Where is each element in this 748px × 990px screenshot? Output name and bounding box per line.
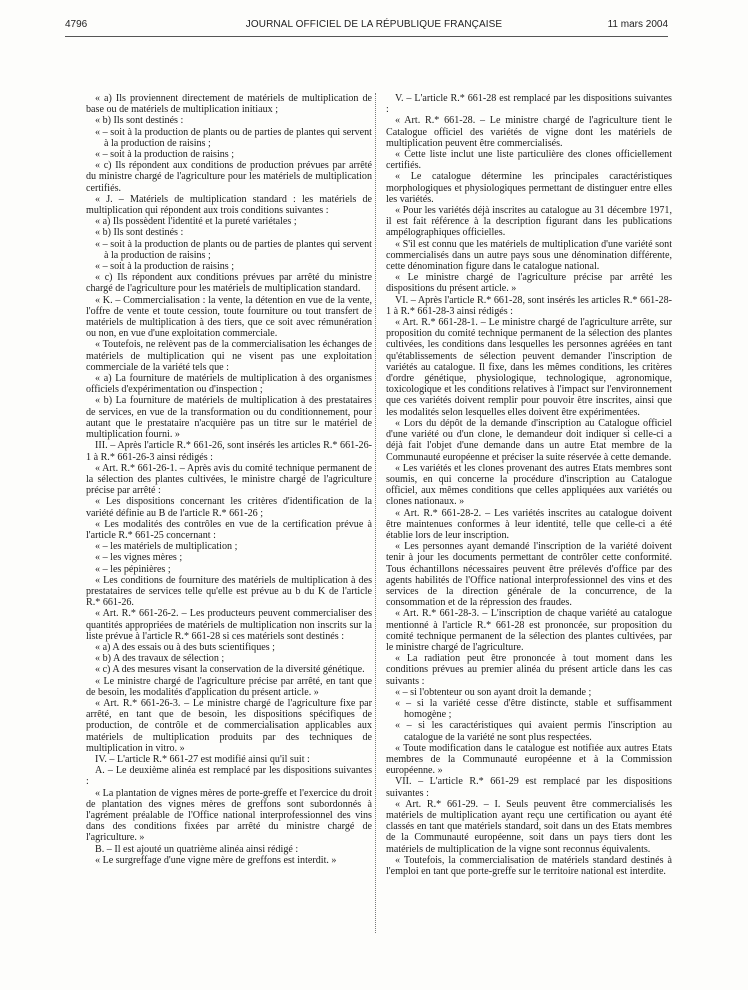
paragraph: « Art. R.* 661-28-2. – Les variétés inscrites au catalogue doivent être maintenues conformes à leur identité, telle que celle-ci a été établie lors de leur inscription. [386, 507, 672, 541]
paragraph: III. – Après l'article R.* 661-26, sont insérés les articles R.* 661-26-1 à R.* 661-26-3 ainsi rédigés : [86, 440, 372, 463]
right-column [386, 93, 672, 877]
paragraph: « – soit à la production de raisins ; [95, 149, 235, 161]
paragraph: « Art. R.* 661-29. – I. Seuls peuvent être commercialisés les matériels de multiplication ayant reçu une certification ou ayant été classés en tant que matériels standard, soit dans un des Etats membres de la Communauté européenne, soit dans un pays tiers dont les matériels de multiplication de la vigne sont reconnus équivalents. [386, 798, 672, 855]
paragraph: « Cette liste inclut une liste particulière des clones officiellement certifiés. [386, 149, 672, 172]
paragraph: « b) Ils sont destinés : [95, 227, 184, 239]
paragraph: « K. – Commercialisation : la vente, la détention en vue de la vente, l'offre de vente et toute cession, toute fourniture ou tout transfert de matériels de multiplication à des tiers, que ce soit avec rémunération ou non, en vue d'une exploitation commerciale. [86, 294, 372, 340]
paragraph: « c) Ils répondent aux conditions de production prévues par arrêté du ministre chargé de l'agriculture pour les matériels de multiplication certifiés. [86, 160, 372, 194]
paragraph: V. – L'article R.* 661-28 est remplacé par les dispositions suivantes : [386, 93, 672, 116]
paragraph: VII. – L'article R.* 661-29 est remplacé par les dispositions suivantes : [386, 776, 672, 799]
paragraph: « La radiation peut être prononcée à tout moment dans les conditions prévues au premier alinéa du présent article dans les cas suivants : [386, 653, 672, 687]
paragraph: « a) A des essais ou à des buts scientifiques ; [95, 641, 275, 653]
paragraph: « c) Ils répondent aux conditions prévues par arrêté du ministre chargé de l'agriculture pour les matériels de multiplication standard. [86, 272, 372, 295]
paragraph: « Les personnes ayant demandé l'inscription de la variété doivent tenir à jour les documents permettant de contrôler cette conformité. Tous échantillons nécessaires peuvent être prélevés d'office par des agents habilités de l'Office national interprofessionnel des vins et des services de la direction générale de la concurrence, de la consommation et de la répression des fraudes. [386, 541, 672, 609]
paragraph: « – soit à la production de raisins ; [95, 261, 235, 273]
paragraph: « c) A des mesures visant la conservation de la diversité génétique. [95, 664, 365, 676]
paragraph: « Art. R.* 661-28-3. – L'inscription de chaque variété au catalogue mentionné à l'article R.* 661-28 est prononcée, sur proposition du comité technique permanent de la sélection des plantes cultivées, par le ministre chargé de l'agriculture. [386, 608, 672, 653]
paragraph: « Le catalogue détermine les principales caractéristiques morphologiques et physiologiques permettant de distinguer entre elles les variétés. [386, 171, 672, 205]
paragraph: « b) La fourniture de matériels de multiplication à des prestataires de services, en vue de la transformation ou du conditionnement, pour autant que le prestataire n'acquière pas un titre sur le matériel de multiplication fourni. » [86, 395, 372, 441]
paragraph: « Le surgreffage d'une vigne mère de greffons est interdit. » [95, 854, 337, 866]
paragraph: « Art. R.* 661-26-1. – Après avis du comité technique permanent de la sélection des plantes cultivées, le ministre chargé de l'agriculture précise par arrêté : [86, 462, 372, 497]
paragraph: « Art. R.* 661-26-3. – Le ministre chargé de l'agriculture fixe par arrêté, en tant que de besoin, les dispositions spécifiques de production, de contrôle et de commercialisation applicables aux matériels de multiplication produits par des techniques de multiplication in vitro. » [86, 697, 372, 754]
paragraph: « – si l'obtenteur ou son ayant droit la demande ; [395, 686, 592, 698]
paragraph: « Pour les variétés déjà inscrites au catalogue au 31 décembre 1971, il est fait référence à la description figurant dans les publications ampélographiques officielles. [386, 205, 672, 239]
paragraph: « – soit à la production de plants ou de parties de plantes qui servent à la production de raisins ; [95, 238, 372, 261]
paragraph: « b) Ils sont destinés : [95, 115, 184, 127]
journal-title: JOURNAL OFFICIEL DE LA RÉPUBLIQUE FRANÇAISE [245, 19, 503, 30]
paragraph: « Les conditions de fourniture des matériels de multiplication à des prestataires de services telle qu'elle est prévue au b du K de l'article R.* 661-26. [86, 574, 372, 609]
header-rule [65, 36, 668, 37]
paragraph: « Art. R.* 661-28-1. – Le ministre chargé de l'agriculture arrête, sur proposition du comité technique permanent de la sélection des plantes cultivées, les conditions dans lesquelles les personnes agréées en tant qu'établissements de sélection peuvent demander l'inscription de variétés au catalogue. Il fixe, dans les mêmes conditions, les critères d'ordre génétique, physiologique, technologique, agronomique, toxicologique et les conditions relatives à l'impact sur l'environnement que ces variétés doivent remplir pour pouvoir être inscrites, ainsi que les modalités selon lesquelles elles doivent être expérimentées. [386, 317, 672, 418]
paragraph: « – si les caractéristiques qui avaient permis l'inscription au catalogue de la variété ne sont plus respectées. [395, 720, 672, 743]
paragraph: « Le ministre chargé de l'agriculture précise par arrêté les dispositions du présent article. » [386, 272, 672, 295]
paragraph: « a) Ils possèdent l'identité et la pureté variétales ; [95, 216, 297, 228]
paragraph: « Lors du dépôt de la demande d'inscription au Catalogue officiel d'une variété ou d'un clone, le demandeur doit indiquer si celle-ci a déjà fait l'objet d'une demande dans un autre Etat membre de la Communauté européenne et préciser la suite réservée à cette demande. [386, 417, 672, 463]
paragraph: « a) Ils proviennent directement de matériels de multiplication de base ou de matériels de multiplication initiaux ; [86, 93, 372, 116]
paragraph: « Art. R.* 661-26-2. – Les producteurs peuvent commercialiser des quantités appropriées de matériels de multiplication non inscrits sur la liste prévue à l'article R.* 661-28 si ces matériels sont destinés : [86, 608, 372, 642]
paragraph: « Toute modification dans le catalogue est notifiée aux autres Etats membres de la Communauté européenne et à la Commission européenne. » [386, 742, 672, 777]
page-number: 4796 [65, 19, 88, 30]
paragraph: « J. – Matériels de multiplication standard : les matériels de multiplication qui répondent aux trois conditions suivantes : [86, 193, 372, 217]
paragraph: « Les dispositions concernant les critères d'identification de la variété définie au B de l'article R.* 661-26 ; [86, 496, 372, 519]
paragraph: B. – Il est ajouté un quatrième alinéa ainsi rédigé : [95, 843, 299, 855]
paragraph: « – les matériels de multiplication ; [95, 541, 238, 553]
paragraph: « Les variétés et les clones provenant des autres Etats membres sont soumis, en qui concerne la procédure d'inscription au Catalogue officiel, aux mêmes conditions que celles appliquées aux variétés ou clones nationaux. » [386, 462, 672, 508]
paragraph: A. – Le deuxième alinéa est remplacé par les dispositions suivantes : [86, 765, 372, 788]
paragraph: IV. – L'article R.* 661-27 est modifié ainsi qu'il suit : [95, 753, 310, 765]
paragraph: « Toutefois, ne relèvent pas de la commercialisation les échanges de matériels de multiplication qui ne visent pas une exploitation commerciale de la variété tels que : [86, 339, 372, 373]
paragraph: « Les modalités des contrôles en vue de la certification prévue à l'article R.* 661-25 concernant : [86, 518, 372, 541]
paragraph: « b) A des travaux de sélection ; [95, 653, 225, 665]
paragraph: « Toutefois, la commercialisation de matériels standard destinés à l'emploi en tant que porte-greffe sur le territoire national est interdite. [386, 854, 672, 878]
paragraph: « Art. R.* 661-28. – Le ministre chargé de l'agriculture tient le Catalogue officiel des variétés de vigne dont les matériels de multiplication peuvent être commercialisés. [386, 115, 672, 149]
paragraph: « – si la variété cesse d'être distincte, stable et suffisamment homogène ; [395, 697, 672, 721]
paragraph: « La plantation de vignes mères de porte-greffe et l'exercice du droit de plantation des vignes mères de greffons sont subordonnés à l'agrément préalable de l'Office national interprofessionnel des vins dans des conditions fixées par arrêté du ministre chargé de l'agriculture. » [86, 787, 372, 844]
paragraph: « a) La fourniture de matériels de multiplication à des organismes officiels d'expérimentation ou d'inspection ; [86, 373, 372, 396]
paragraph: « S'il est connu que les matériels de multiplication d'une variété sont commercialisés dans un autre pays sous une dénomination différente, cette dénomination figure dans le catalogue national. [386, 238, 672, 273]
paragraph: « – les pépinières ; [95, 563, 171, 575]
issue-date: 11 mars 2004 [607, 19, 668, 30]
paragraph: « – les vignes mères ; [95, 552, 183, 564]
paragraph: « – soit à la production de plants ou de parties de plantes qui servent à la production de raisins ; [95, 126, 372, 149]
column-divider [375, 93, 376, 933]
paragraph: « Le ministre chargé de l'agriculture précise par arrêté, en tant que de besoin, les modalités d'application du présent article. » [86, 675, 372, 698]
left-column [86, 93, 372, 866]
paragraph: VI. – Après l'article R.* 661-28, sont insérés les articles R.* 661-28-1 à R.* 661-28-3 ainsi rédigés : [386, 294, 672, 317]
